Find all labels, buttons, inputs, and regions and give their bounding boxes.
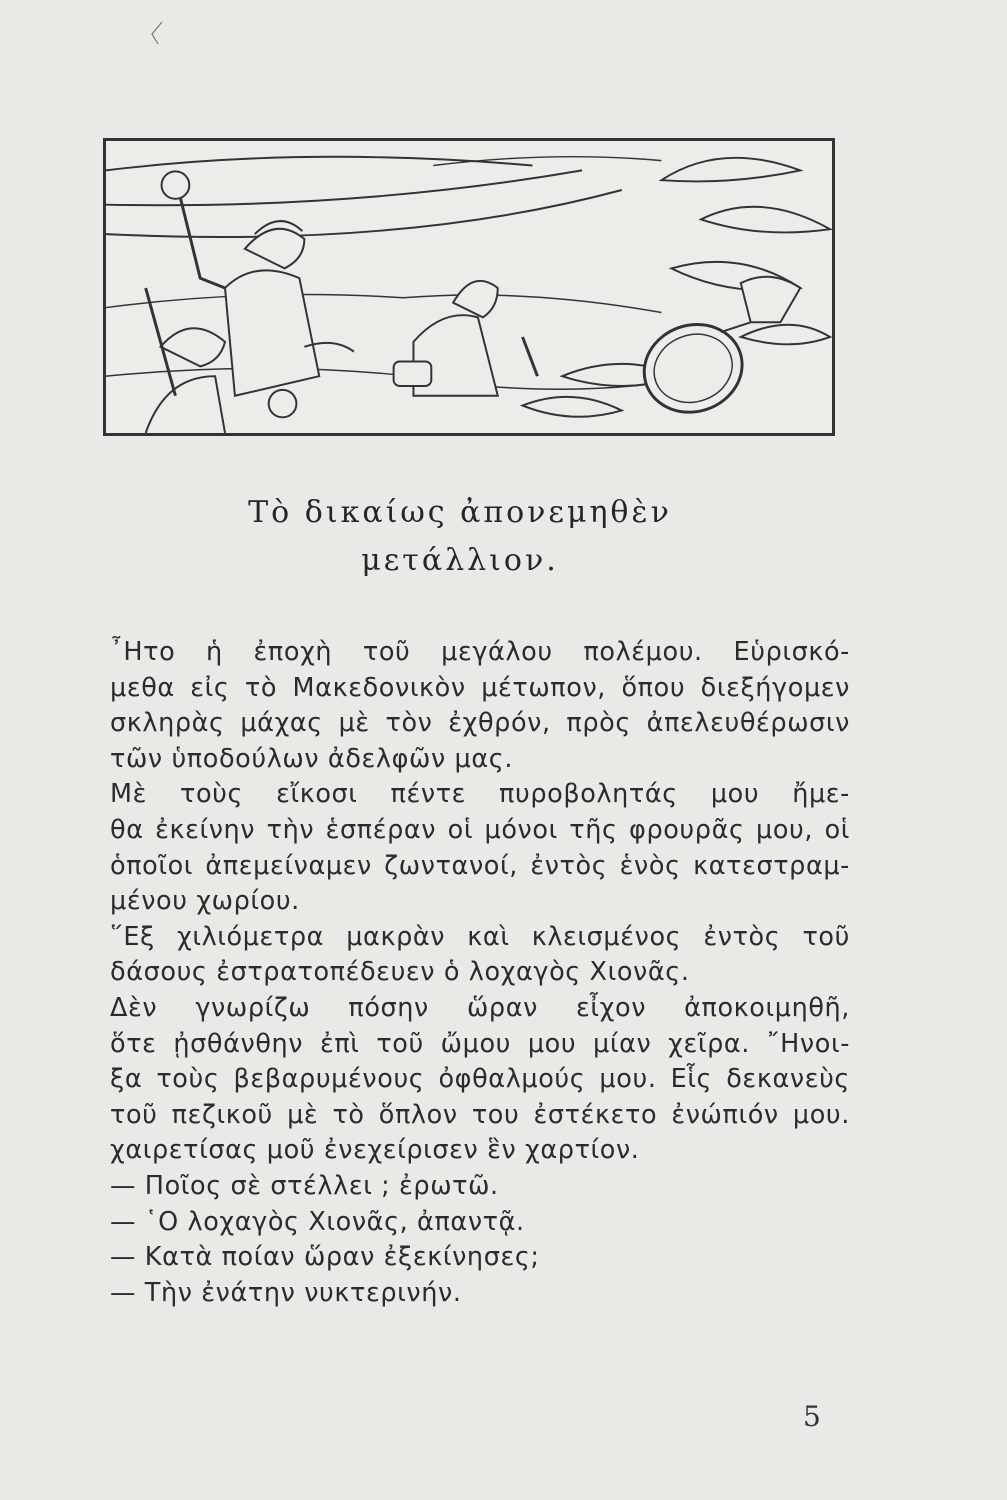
text-line: χαιρετίσας μοῦ ἐνεχείρισεν ἓν χαρτίον.: [110, 1135, 640, 1166]
text-line: Μὲ τοὺς εἴκοσι πέντε πυροβολητάς μου ἤμε-: [110, 779, 850, 810]
text-line: ῏Ητο ἡ ἐποχὴ τοῦ μεγάλου πολέμου. Εὑρισκό-: [110, 637, 850, 667]
text-line: μένου χωρίου.: [110, 886, 300, 917]
text-line: ῞Εξ χιλιόμετρα μακρὰν καὶ κλεισμένος ἐντὸς τοῦ: [110, 921, 850, 952]
text-line: θα ἐκείνην τὴν ἑσπέραν οἱ μόνοι τῆς φρουρᾶς μου, οἱ: [110, 814, 850, 845]
text-line: σκληρὰς μάχας μὲ τὸν ἐχθρόν, πρὸς ἀπελευθέρωσιν: [110, 708, 850, 739]
text-line: τῶν ὑποδούλων ἀδελφῶν μας.: [110, 743, 514, 774]
dialogue-line: — Ποῖος σὲ στέλλει ; ἐρωτῶ.: [110, 1170, 499, 1201]
page-title-line-1: Τὸ δικαίως ἀπονεμηθὲν: [248, 495, 672, 530]
text-line: τοῦ πεζικοῦ μὲ τὸ ὅπλον του ἐστέκετο ἐνώπιόν μου.: [110, 1099, 850, 1130]
text-line: δάσους ἐστρατοπέδευεν ὁ λοχαγὸς Χιονᾶς.: [110, 957, 690, 988]
text-line: ξα τοὺς βεβαρυμένους ὀφθαλμούς μου. Εἷς δεκανεὺς: [110, 1064, 850, 1095]
dialogue-line: — Κατὰ ποίαν ὥραν ἐξεκίνησες;: [110, 1242, 540, 1273]
page-title-line-2: μετάλλιον.: [361, 543, 559, 578]
text-line: ὅτε ᾐσθάνθην ἐπὶ τοῦ ὤμου μου μίαν χεῖρα. ῎Ηνοι-: [110, 1028, 850, 1059]
page-number: 5: [803, 1400, 821, 1433]
text-line: Δὲν γνωρίζω πόσην ὥραν εἶχον ἀποκοιμηθῆ,: [110, 992, 850, 1023]
text-line: μεθα εἰς τὸ Μακεδονικὸν μέτωπον, ὅπου διεξήγομεν: [110, 672, 850, 703]
soldiers-illustration: [103, 138, 835, 436]
story-text: [110, 635, 850, 1311]
pencil-mark: [140, 18, 170, 48]
text-line: ὁποῖοι ἀπεμείναμεν ζωντανοί, ἐντὸς ἑνὸς κατεστραμ-: [110, 850, 850, 881]
dialogue-line: — ῾Ο λοχαγὸς Χιονᾶς, ἀπαντᾷ.: [110, 1206, 525, 1237]
dialogue-line: — Τὴν ἐνάτην νυκτερινήν.: [110, 1277, 462, 1308]
